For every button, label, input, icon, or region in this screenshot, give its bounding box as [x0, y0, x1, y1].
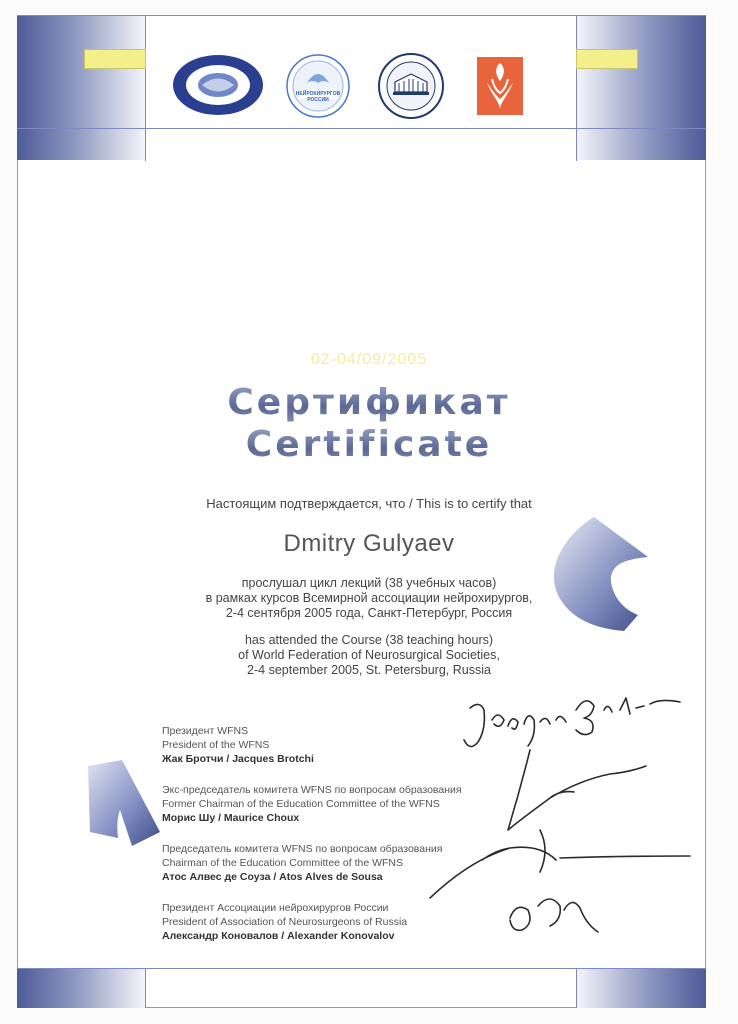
course-description-line: of World Federation of Neurosurgical Societies,: [238, 648, 500, 662]
signatory-role-ru: Председатель комитета WFNS по вопросам образования: [162, 843, 443, 855]
blue-wedge-shape: [86, 760, 162, 855]
certify-line: Настоящим подтверждается, что / This is to certify that: [206, 496, 532, 511]
signatory-konovalov: [162, 901, 407, 943]
bottom-left-gradient-block: [17, 968, 145, 1008]
recipient-name: Dmitry Gulyaev: [283, 530, 455, 557]
signatory-role-en: President of Association of Neurosurgeons of Russia: [162, 916, 408, 928]
institute-building-logo: [377, 52, 445, 125]
signature-konovalov: [510, 899, 598, 932]
header-divider-right: [576, 15, 577, 161]
orange-emblem-logo: [477, 57, 523, 120]
title-english: Certificate: [0, 424, 738, 465]
signatory-name: Морис Шу / Maurice Choux: [162, 812, 300, 824]
header-top-line: [17, 15, 706, 16]
course-description-line: 2-4 сентября 2005 года, Санкт-Петербург, Россия: [225, 606, 513, 620]
signature-choux: [508, 750, 646, 830]
wfns-logo: [172, 54, 264, 121]
bottom-right-gradient-block: [577, 968, 706, 1008]
signatory-name: Жак Бротчи / Jacques Brotchi: [162, 753, 314, 765]
signatory-role-en: Former Chairman of the Education Committee of the WFNS: [162, 798, 440, 810]
handwritten-signatures: [400, 680, 700, 950]
course-date: 02-04/09/2005: [310, 351, 428, 368]
signatory-role-ru: Президент Ассоциации нейрохирургов России: [162, 902, 389, 914]
signature-alves-de-sousa: [430, 830, 690, 898]
neurosurgeons-russia-logo: [285, 53, 351, 124]
course-description-russian: [0, 576, 738, 621]
course-description-line: 2-4 september 2005, St. Petersburg, Russia: [247, 663, 491, 677]
course-description-line: в рамках курсов Всемирной ассоциации нейрохирургов,: [205, 591, 533, 605]
course-description-english: [0, 633, 738, 678]
course-description-line: has attended the Course (38 teaching hours): [244, 633, 494, 647]
signatory-name: Александр Коновалов / Alexander Konovalov: [162, 930, 395, 942]
top-right-gradient-block: [577, 15, 706, 160]
signatory-role-en: President of the WFNS: [162, 739, 270, 751]
top-left-gradient-block: [17, 15, 145, 160]
neurosurgeons-russia-logo-text: НЕЙРОХИРУРГОВ РОССИИ: [295, 91, 341, 103]
course-description-line: прослушал цикл лекций (38 учебных часов): [241, 576, 497, 590]
footer-divider-right: [576, 968, 577, 1008]
signatory-brotchi: [162, 724, 314, 766]
footer-top-line: [17, 968, 706, 969]
yellow-accent-right: [576, 49, 638, 69]
signature-brotchi: [464, 698, 680, 747]
signatory-role-ru: Президент WFNS: [162, 725, 249, 737]
signatory-role-en: Chairman of the Education Committee of the WFNS: [162, 857, 404, 869]
header-bottom-line: [17, 128, 706, 129]
yellow-accent-left: [84, 49, 146, 69]
title-russian: Сертификат: [0, 382, 738, 423]
signatory-role-ru: Экс-председатель комитета WFNS по вопросам образования: [162, 784, 462, 796]
header-divider-left: [145, 15, 146, 161]
signatory-name: Атос Алвес де Соуза / Atos Alves de Sousa: [162, 871, 383, 883]
footer-divider-left: [145, 968, 146, 1008]
